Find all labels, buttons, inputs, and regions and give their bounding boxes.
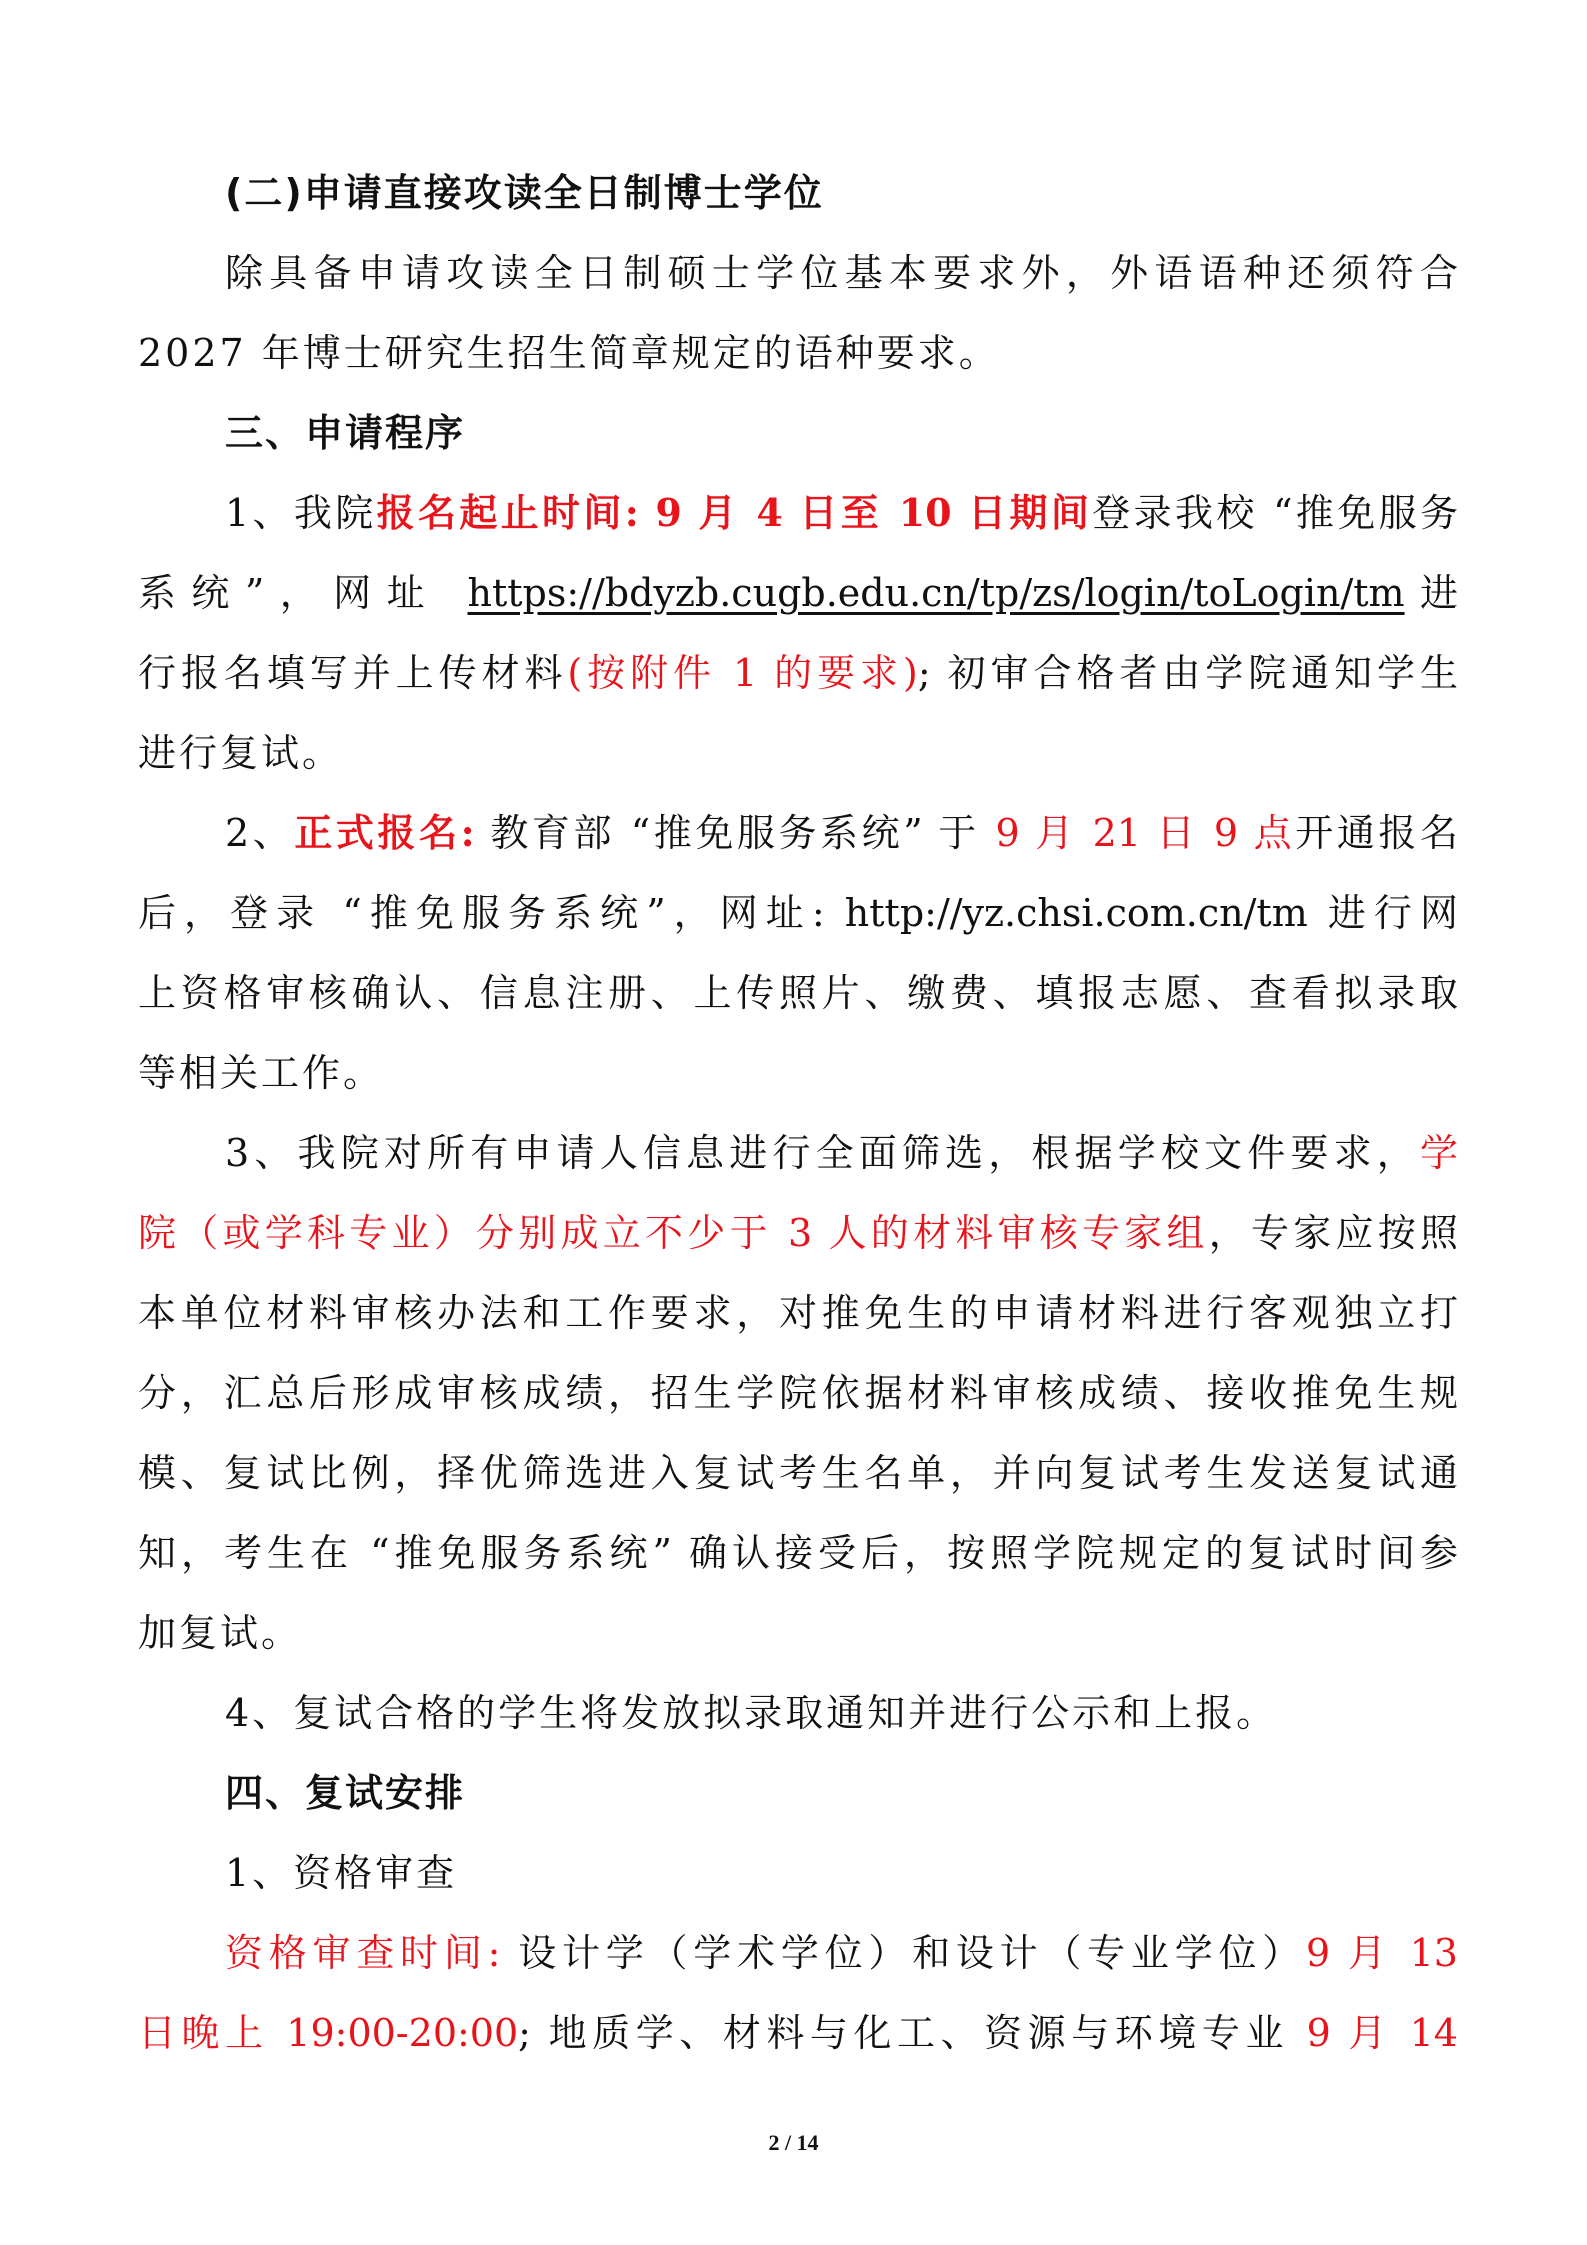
text-span: ，专家应按照 — [1208, 1211, 1458, 1255]
section-heading-procedure: 三、申请程序 — [225, 411, 466, 455]
text-span: 2、 — [225, 811, 295, 855]
procedure-item-1-line: 进行复试。 — [138, 731, 344, 775]
subsection-heading: 1、资格审查 — [225, 1851, 458, 1895]
text-span: 开通报名 — [1295, 811, 1458, 855]
procedure-item-2-line: 后，登录 “推免服务系统”，网址: http://yz.chsi.com.cn/tm 进行网 — [138, 891, 1458, 935]
section-heading-doctoral: (二)申请直接攻读全日制博士学位 — [225, 171, 824, 215]
procedure-item-2-line: 上资格审核确认、信息注册、上传照片、缴费、填报志愿、查看拟录取 — [138, 971, 1458, 1015]
procedure-item-3-line: 加复试。 — [138, 1611, 303, 1655]
procedure-item-1-line — [225, 485, 1458, 541]
highlight-attachment-note: (按附件 1 的要求) — [567, 651, 918, 695]
highlight-review-time: 日晚上 19:00-20:00 — [138, 2011, 519, 2055]
highlight-review-date: 9 月 13 — [1306, 1931, 1458, 1975]
paragraph-line: 2027 年博士研究生招生简章规定的语种要求。 — [138, 331, 1000, 375]
highlight-formal-registration: 正式报名: — [294, 810, 475, 855]
procedure-item-3-line: 模、复试比例，择优筛选进入复试考生名单，并向复试考生发送复试通 — [138, 1451, 1458, 1495]
text-span: 设计学（学术学位）和设计（专业学位） — [500, 1931, 1306, 1975]
procedure-item-3-line — [225, 1125, 1458, 1181]
procedure-item-3-line — [138, 1205, 1458, 1261]
highlight-expert-group: 院（或学科专业）分别成立不少于 3 人的材料审核专家组 — [138, 1211, 1209, 1255]
registration-url-link[interactable]: https://bdyzb.cugb.edu.cn/tp/zs/login/toLogin/tm — [467, 571, 1405, 615]
procedure-item-1-line — [138, 565, 1458, 621]
text-span: 登录我校 “推免服务 — [1092, 491, 1459, 535]
highlight-review-time-label: 资格审查时间: — [225, 1931, 501, 1975]
highlight-open-date: 9 月 21 日 9 点 — [995, 811, 1296, 855]
page-number: 2 / 14 — [768, 2130, 819, 2155]
qualification-review-line — [138, 2005, 1458, 2061]
procedure-item-4-line: 4、复试合格的学生将发放拟录取通知并进行公示和上报。 — [225, 1691, 1278, 1735]
procedure-item-2-line: 等相关工作。 — [138, 1051, 385, 1095]
text-span: 行报名填写并上传材料 — [138, 651, 568, 695]
procedure-item-3-line: 本单位材料审核办法和工作要求，对推免生的申请材料进行客观独立打 — [138, 1291, 1458, 1335]
section-heading-interview: 四、复试安排 — [225, 1771, 466, 1815]
text-span: 进 — [1404, 571, 1458, 615]
procedure-item-3-line: 知，考生在 “推免服务系统” 确认接受后，按照学院规定的复试时间参 — [138, 1531, 1458, 1575]
text-span: 系统”，网址 — [138, 571, 468, 615]
highlight-expert-group: 学 — [1419, 1131, 1458, 1175]
text-span: ; 地质学、材料与化工、资源与环境专业 — [518, 2011, 1307, 2055]
text-span: 3、我院对所有申请人信息进行全面筛选，根据学校文件要求， — [225, 1131, 1420, 1175]
qualification-review-line — [225, 1925, 1458, 1981]
procedure-item-2-line — [225, 805, 1458, 861]
paragraph-line: 除具备申请攻读全日制硕士学位基本要求外，外语语种还须符合 — [225, 251, 1458, 295]
highlight-registration-period: 报名起止时间: 9 月 4 日至 10 日期间 — [376, 490, 1093, 535]
text-span: ; 初审合格者由学院通知学生 — [917, 651, 1458, 695]
highlight-review-date: 9 月 14 — [1306, 2011, 1458, 2055]
text-span: 1、我院 — [225, 491, 377, 535]
procedure-item-1-line — [138, 645, 1458, 701]
text-span: 教育部 “推免服务系统” 于 — [474, 811, 996, 855]
procedure-item-3-line: 分，汇总后形成审核成绩，招生学院依据材料审核成绩、接收推免生规 — [138, 1371, 1458, 1415]
